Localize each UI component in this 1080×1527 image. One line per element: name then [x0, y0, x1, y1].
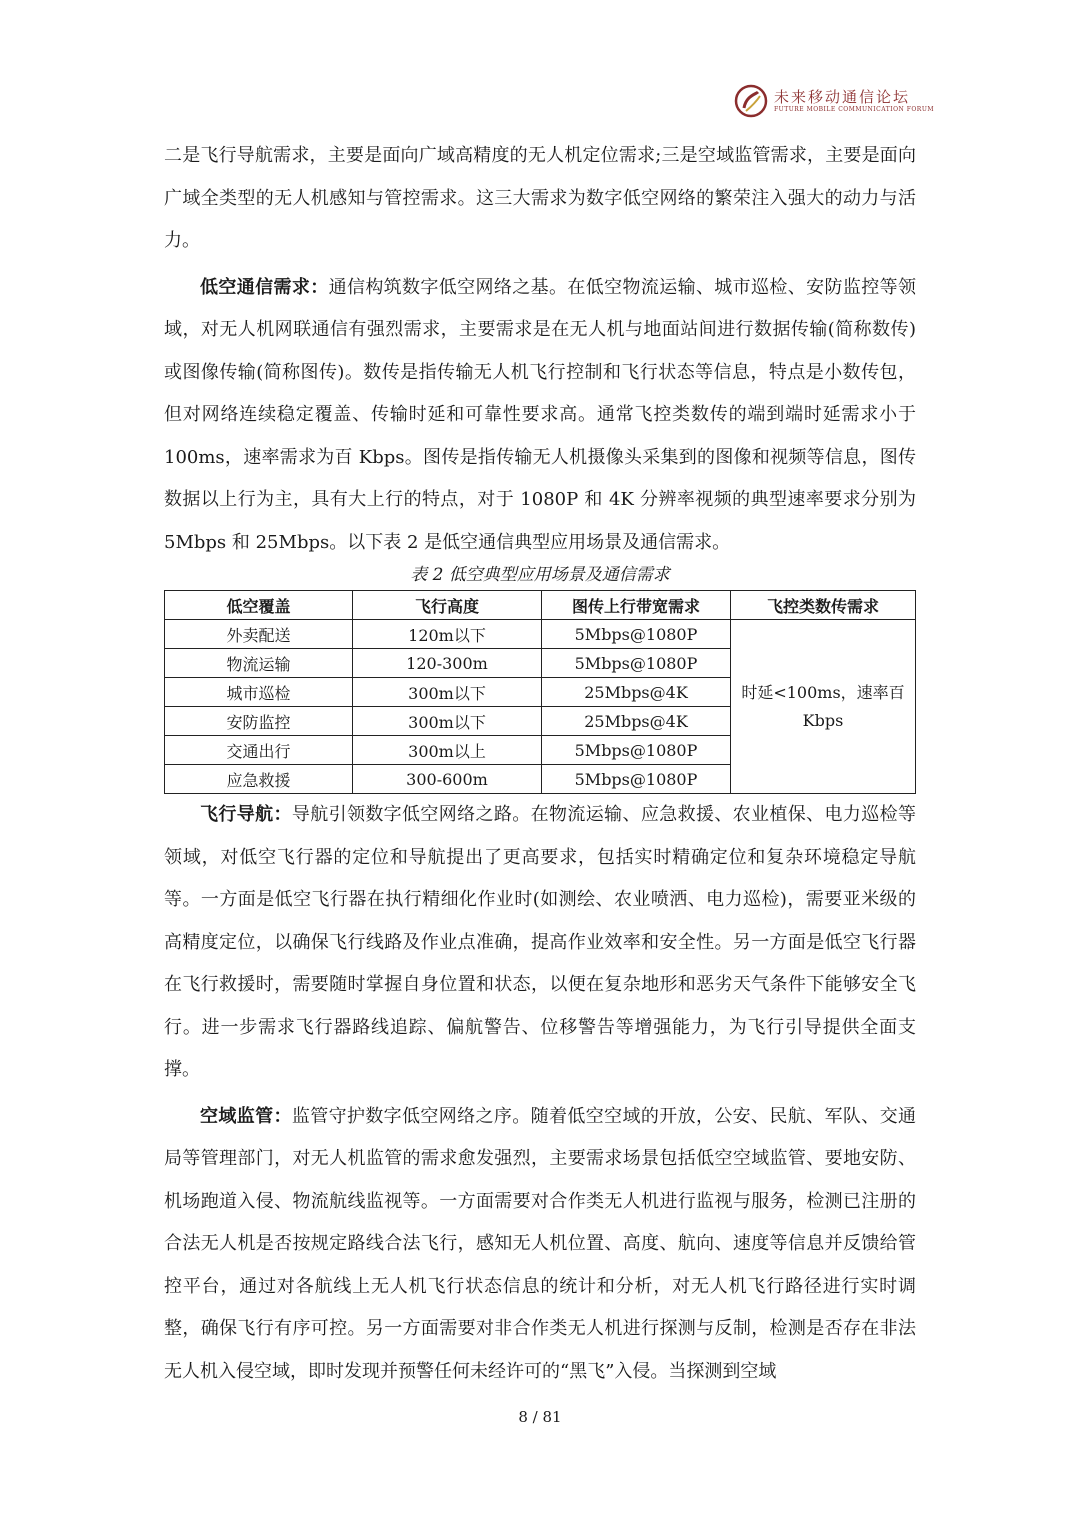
table-cell: 120-300m — [353, 649, 542, 678]
table-cell: 5Mbps@1080P — [542, 620, 731, 649]
table-cell: 300m以下 — [353, 678, 542, 707]
paragraph-1: 二是飞行导航需求，主要是面向广域高精度的无人机定位需求;三是空域监管需求，主要是面向广域全类型的无人机感知与管控需求。这三大需求为数字低空网络的繁荣注入强大的动力与活力。 — [164, 145, 916, 251]
table-cell: 120m以下 — [353, 620, 542, 649]
header-cell: 飞行高度 — [353, 591, 542, 620]
table-cell: 安防监控 — [165, 707, 353, 736]
paragraph-navigation — [164, 794, 916, 1092]
paragraph-comm-text: 通信构筑数字低空网络之基。在低空物流运输、城市巡检、安防监控等领域，对无人机网联通信有强烈需求，主要需求是在无人机与地面站间进行数据传输(简称数传)或图像传输(简称图传)。数传是指传输无人机飞行控制和飞行状态等信息，特点是小数传包，但对网络连续稳定覆盖、传输时延和可靠性要求高。通常飞控类数传的端到端时延需求小于 100ms，速率需求为百 Kbps。图传是指传输无人机摄像头采集到的图像和视频等信息，图传数据以上行为主，具有大上行的特点，对于 1080P 和 4K 分辨率视频的典型速率要求分别为 5Mbps 和 25Mbps。以下表 2 是低空通信典型应用场景及通信需求。 — [164, 276, 916, 553]
table-cell: 外卖配送 — [165, 620, 353, 649]
heading-comm: 低空通信需求： — [200, 276, 329, 298]
paragraph-comm — [164, 267, 916, 565]
page-number: 8 / 81 — [518, 1408, 562, 1426]
paragraph-supervision-text: 监管守护数字低空网络之序。随着低空空域的开放，公安、民航、军队、交通局等管理部门，对无人机监管的需求愈发强烈，主要需求场景包括低空空域监管、要地安防、机场跑道入侵、物流航线监视等。一方面需要对合作类无人机进行监视与服务，检测已注册的合法无人机是否按规定路线合法飞行，感知无人机位置、高度、航向、速度等信息并反馈给管控平台，通过对各航线上无人机飞行状态信息的统计和分析，对无人机飞行路径进行实时调整，确保飞行有序可控。另一方面需要对非合作类无人机进行探测与反制，检测是否存在非法无人机入侵空域，即时发现并预警任何未经许可的“黑飞”入侵。当探测到空域 — [164, 1105, 916, 1382]
table-row — [165, 620, 916, 649]
page-body — [164, 135, 916, 1393]
logo-english-text: FUTURE MOBILE COMMUNICATION FORUM — [774, 106, 935, 113]
table-cell: 城市巡检 — [165, 678, 353, 707]
table-header-row — [165, 591, 916, 620]
header-cell: 飞控类数传需求 — [731, 591, 916, 620]
logo-chinese-text: 未来移动通信论坛 — [774, 88, 911, 106]
table-cell: 物流运输 — [165, 649, 353, 678]
paragraph-navigation-text: 导航引领数字低空网络之路。在物流运输、应急救援、农业植保、电力巡检等领域，对低空飞行器的定位和导航提出了更高要求，包括实时精确定位和复杂环境稳定导航等。一方面是低空飞行器在执行精细化作业时(如测绘、农业喷洒、电力巡检)，需要亚米级的高精度定位，以确保飞行线路及作业点准确，提高作业效率和安全性。另一方面是低空飞行器在飞行救援时，需要随时掌握自身位置和状态，以便在复杂地形和恶劣天气条件下能够安全飞行。进一步需求飞行器路线追踪、偏航警告、位移警告等增强能力，为飞行引导提供全面支撑。 — [164, 804, 916, 1080]
table-cell: 5Mbps@1080P — [542, 649, 731, 678]
table-cell: 交通出行 — [165, 736, 353, 765]
table-cell: 300m以上 — [353, 736, 542, 765]
header-logo — [734, 84, 934, 124]
table-cell: 25Mbps@4K — [542, 678, 731, 707]
heading-supervision: 空域监管： — [200, 1105, 292, 1127]
table-cell: 300m以下 — [353, 707, 542, 736]
table-cell: 300-600m — [353, 765, 542, 794]
forum-logo-icon — [734, 84, 768, 118]
merged-requirement-cell: 时延<100ms，速率百 Kbps — [731, 620, 916, 794]
table-cell: 5Mbps@1080P — [542, 765, 731, 794]
paragraph-supervision — [164, 1096, 916, 1394]
table-cell: 5Mbps@1080P — [542, 736, 731, 765]
table-cell: 25Mbps@4K — [542, 707, 731, 736]
header-cell: 低空覆盖 — [165, 591, 353, 620]
scenario-table — [164, 590, 916, 794]
header-cell: 图传上行带宽需求 — [542, 591, 731, 620]
table-caption: 表 2 低空典型应用场景及通信需求 — [410, 565, 670, 585]
heading-navigation: 飞行导航： — [200, 804, 292, 825]
table-cell: 应急救援 — [165, 765, 353, 794]
